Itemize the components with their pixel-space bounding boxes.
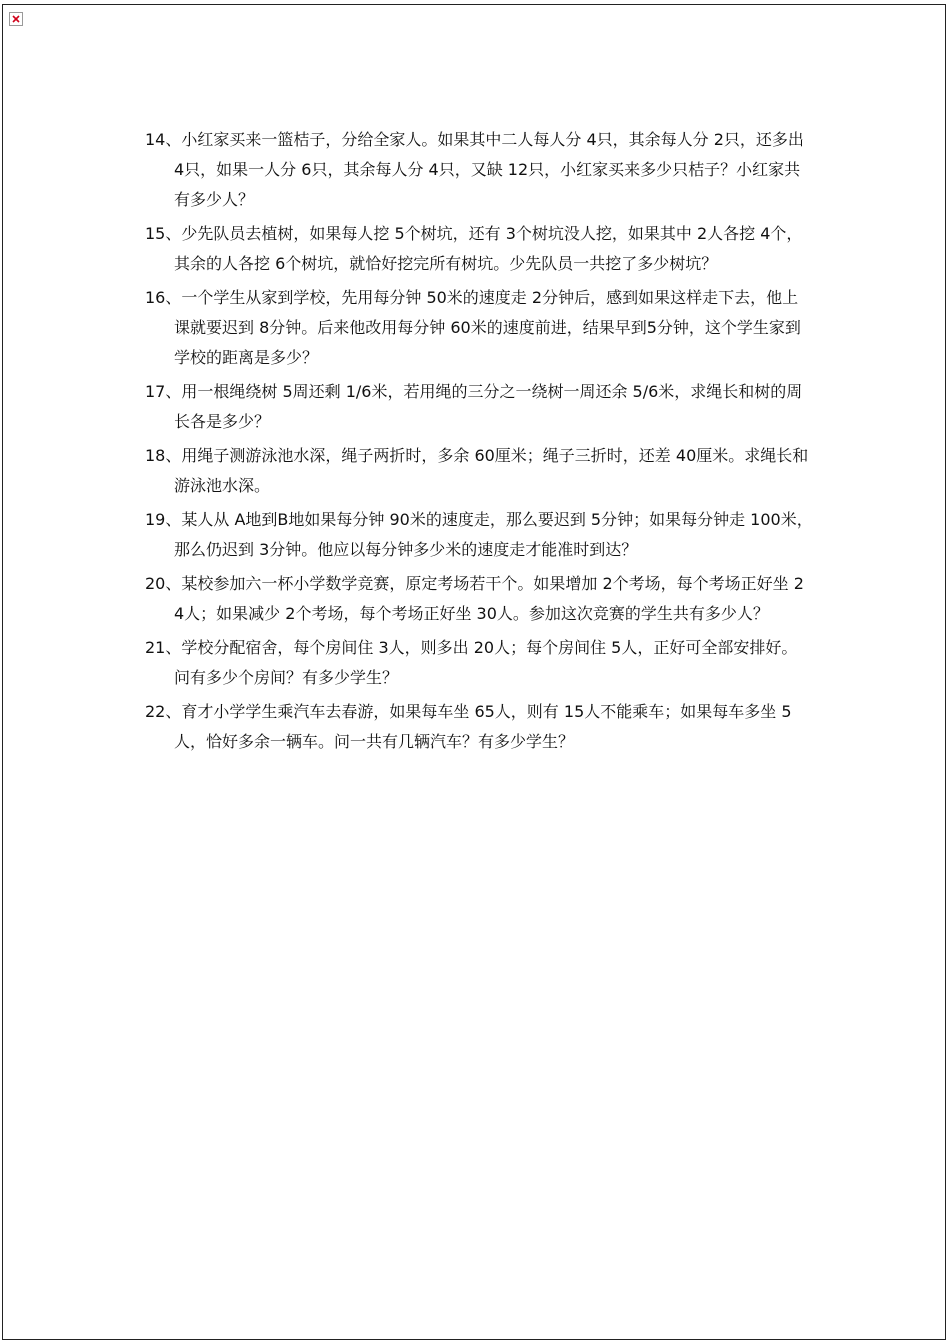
- document-page: [2, 4, 946, 1340]
- problem-19: 19、某人从 A地到B地如果每分钟 90米的速度走，那么要迟到 5分钟；如果每分钟走 100米，那么仍迟到 3分钟。他应以每分钟多少米的速度走才能准时到达？: [145, 510, 813, 559]
- broken-image-cross: [12, 15, 20, 23]
- broken-image-icon: [9, 12, 23, 26]
- problem-22: 22、育才小学学生乘汽车去春游，如果每车坐 65人，则有 15人不能乘车；如果每车多坐 5人，恰好多余一辆车。问一共有几辆汽车？有多少学生？: [145, 702, 792, 751]
- problem-18: 18、用绳子测游泳池水深，绳子两折时，多余 60厘米；绳子三折时，还差 40厘米。求绳长和游泳池水深。: [145, 446, 809, 495]
- problem-16: 16、一个学生从家到学校，先用每分钟 50米的速度走 2分钟后，感到如果这样走下去，他上课就要迟到 8分钟。后来他改用每分钟 60米的速度前进，结果早到5分钟，这个学生家到学校的距离是多少？: [145, 288, 801, 367]
- problem-21: 21、学校分配宿舍，每个房间住 3人，则多出 20人；每个房间住 5人，正好可全部安排好。问有多少个房间？有多少学生？: [145, 638, 798, 687]
- problem-15: 15、少先队员去植树，如果每人挖 5个树坑，还有 3个树坑没人挖，如果其中 2人各挖 4个，其余的人各挖 6个树坑，就恰好挖完所有树坑。少先队员一共挖了多少树坑？: [145, 224, 803, 273]
- problem-list: [145, 125, 813, 761]
- problem-20: 20、某校参加六一杯小学数学竞赛，原定考场若干个。如果增加 2个考场，每个考场正好坐 24人；如果减少 2个考场，每个考场正好坐 30人。参加这次竞赛的学生共有多少人？: [145, 574, 804, 623]
- problem-17: 17、用一根绳绕树 5周还剩 1/6米，若用绳的三分之一绕树一周还余 5/6米，求绳长和树的周长各是多少？: [145, 382, 803, 431]
- problem-14: 14、小红家买来一篮桔子，分给全家人。如果其中二人每人分 4只，其余每人分 2只，还多出 4只，如果一人分 6只，其余每人分 4只，又缺 12只，小红家买来多少只桔子？小红家共有多少人？: [145, 130, 804, 209]
